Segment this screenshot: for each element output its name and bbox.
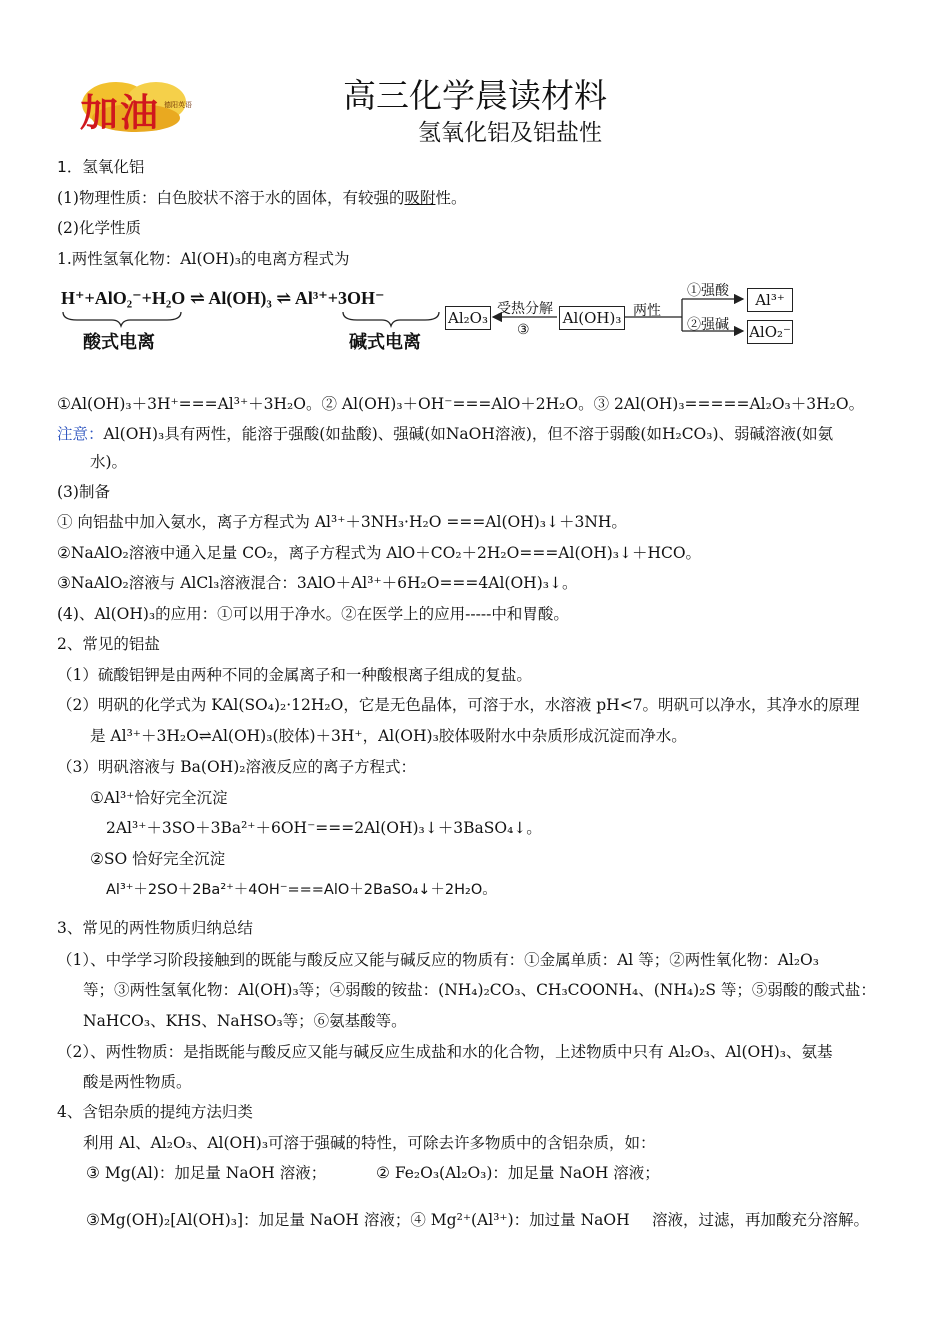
page-title: 高三化学晨读材料 xyxy=(343,76,607,115)
note-text-cont: 水)。 xyxy=(90,453,128,471)
case-so4-precipitated: ②SO 恰好完全沉淀 xyxy=(90,850,226,868)
phys-underlined: 吸附 xyxy=(404,189,436,207)
amphoteric-definition-line1: （2）、两性物质：是指既能与酸反应又能与碱反应生成盐和水的化合物，上述物质中只有 Al₂O₃、Al(OH)₃、氨基 xyxy=(57,1043,833,1061)
prep-item-3: ③NaAlO₂溶液与 AlCl₃溶液混合：3AlO＋Al³⁺＋6H₂O===4Al(OH)₃↓。 xyxy=(57,574,578,592)
prep-item-1: ① 向铝盐中加入氨水，离子方程式为 Al³⁺＋3NH₃·H₂O ===Al(OH)₃↓＋3NH。 xyxy=(57,513,627,531)
application-line: (4)、Al(OH)₃的应用：①可以用于净水。②在医学上的应用-----中和胃酸。 xyxy=(57,605,569,623)
section4-heading: 4、含铝杂质的提纯方法归类 xyxy=(57,1103,253,1121)
logo-text: 加油 xyxy=(80,91,161,135)
decomp-label: 受热分解 xyxy=(497,301,553,317)
phys-end: 性。 xyxy=(435,189,467,207)
box-aloh3: Al(OH)₃ xyxy=(559,306,625,330)
decomp-number: ③ xyxy=(517,322,530,338)
ionization-equation: H⁺+AlO₂⁻+H₂O ⇌ Al(OH)₃ ⇌ Al³⁺+3OH⁻ xyxy=(61,288,385,308)
alum-formula-line-cont: 是 Al³⁺＋3H₂O⇌Al(OH)₃(胶体)＋3H⁺，Al(OH)₃胶体吸附水中杂质形成沉淀而净水。 xyxy=(90,727,687,745)
amphoteric-substances-line2: 等；③两性氢氧化物：Al(OH)₃等；④弱酸的铵盐：(NH₄)₂CO₃、CH₃COONH₄、(NH₄)₂S 等；⑤弱酸的酸式盐： xyxy=(83,981,876,999)
section1-heading: 1．氢氧化铝 xyxy=(57,158,145,176)
ionization-diagram xyxy=(57,280,817,355)
alum-baoh2-heading: （3）明矾溶液与 Ba(OH)₂溶液反应的离子方程式： xyxy=(57,758,416,776)
amphoteric-substances-line1: （1）、中学学习阶段接触到的既能与酸反应又能与碱反应的物质有：①金属单质：Al 等；②两性氧化物：Al₂O₃ xyxy=(57,951,819,969)
note-label: 注意： xyxy=(57,425,104,443)
amphoteric-line: 1.两性氢氧化物：Al(OH)₃的电离方程式为 xyxy=(57,250,350,268)
box-al3plus: Al³⁺ xyxy=(747,288,793,312)
amphoteric-substances-line3: NaHCO₃、KHS、NaHSO₃等；⑥氨基酸等。 xyxy=(83,1012,407,1030)
acid-ionization-label: 酸式电离 xyxy=(83,332,155,353)
alum-double-salt: （1）硫酸铝钾是由两种不同的金属离子和一种酸根离子组成的复盐。 xyxy=(57,666,532,684)
purification-item-end: 溶液，过滤，再加酸充分溶解。 xyxy=(652,1211,870,1229)
section2-heading: 2、常见的铝盐 xyxy=(57,635,160,653)
preparation-heading: (3)制备 xyxy=(57,483,110,501)
note-text: Al(OH)₃具有两性，能溶于强酸(如盐酸)、强碱(如NaOH溶液)，但不溶于弱酸(如H₂CO₃)、弱碱溶液(如氨 xyxy=(103,425,834,443)
purification-intro: 利用 Al、Al₂O₃、Al(OH)₃可溶于强碱的特性，可除去许多物质中的含铝杂质，如： xyxy=(83,1134,656,1152)
base-ionization-label: 碱式电离 xyxy=(349,332,421,353)
purification-item-fe2o3: ② Fe₂O₃(Al₂O₃)：加足量 NaOH 溶液； xyxy=(376,1164,660,1182)
purification-item-mgoh2: ③Mg(OH)₂[Al(OH)₃]：加足量 NaOH 溶液；④ Mg²⁺(Al³⁺)：加过量 NaOH xyxy=(86,1211,630,1229)
chemical-property: (2)化学性质 xyxy=(57,219,141,237)
phys-text: (1)物理性质：白色胶状不溶于水的固体，有较强的 xyxy=(57,189,405,207)
strong-base-label: ②强碱 xyxy=(687,317,729,333)
case-al3-equation: 2Al³⁺＋3SO＋3Ba²⁺＋6OH⁻===2Al(OH)₃↓＋3BaSO₄↓。 xyxy=(106,819,542,837)
case-al3-precipitated: ①Al³⁺恰好完全沉淀 xyxy=(90,789,228,807)
purification-item-mg-al: ③ Mg(Al)：加足量 NaOH 溶液； xyxy=(86,1164,327,1182)
box-al2o3: Al₂O₃ xyxy=(445,306,491,330)
box-alo2: AlO₂⁻ xyxy=(747,320,793,344)
prep-item-2: ②NaAlO₂溶液中通入足量 CO₂，离子方程式为 AlO＋CO₂＋2H₂O===Al(OH)₃↓＋HCO。 xyxy=(57,544,702,562)
reaction-equations: ①Al(OH)₃＋3H⁺===Al³⁺＋3H₂O。② Al(OH)₃＋OH⁻===AlO＋2H₂O。③ 2Al(OH)₃=====Al₂O₃＋3H₂O。 xyxy=(57,395,865,413)
note-line xyxy=(57,424,833,444)
section3-heading: 3、常见的两性物质归纳总结 xyxy=(57,919,253,937)
physical-property xyxy=(57,188,467,208)
amphoteric-label: 两性 xyxy=(633,303,661,319)
page-subtitle: 氢氧化铝及铝盐性 xyxy=(418,120,602,146)
strong-acid-label: ①强酸 xyxy=(687,283,729,299)
case-so4-equation: Al³⁺＋2SO＋2Ba²⁺＋4OH⁻===AlO＋2BaSO₄↓＋2H₂O。 xyxy=(106,882,497,898)
alum-formula-line: （2）明矾的化学式为 KAl(SO₄)₂·12H₂O，它是无色晶体，可溶于水，水溶液 pH<7。明矾可以净水，其净水的原理 xyxy=(57,696,860,714)
amphoteric-definition-line2: 酸是两性物质。 xyxy=(83,1073,192,1091)
logo-small-text: 德阳英语 xyxy=(164,101,192,109)
